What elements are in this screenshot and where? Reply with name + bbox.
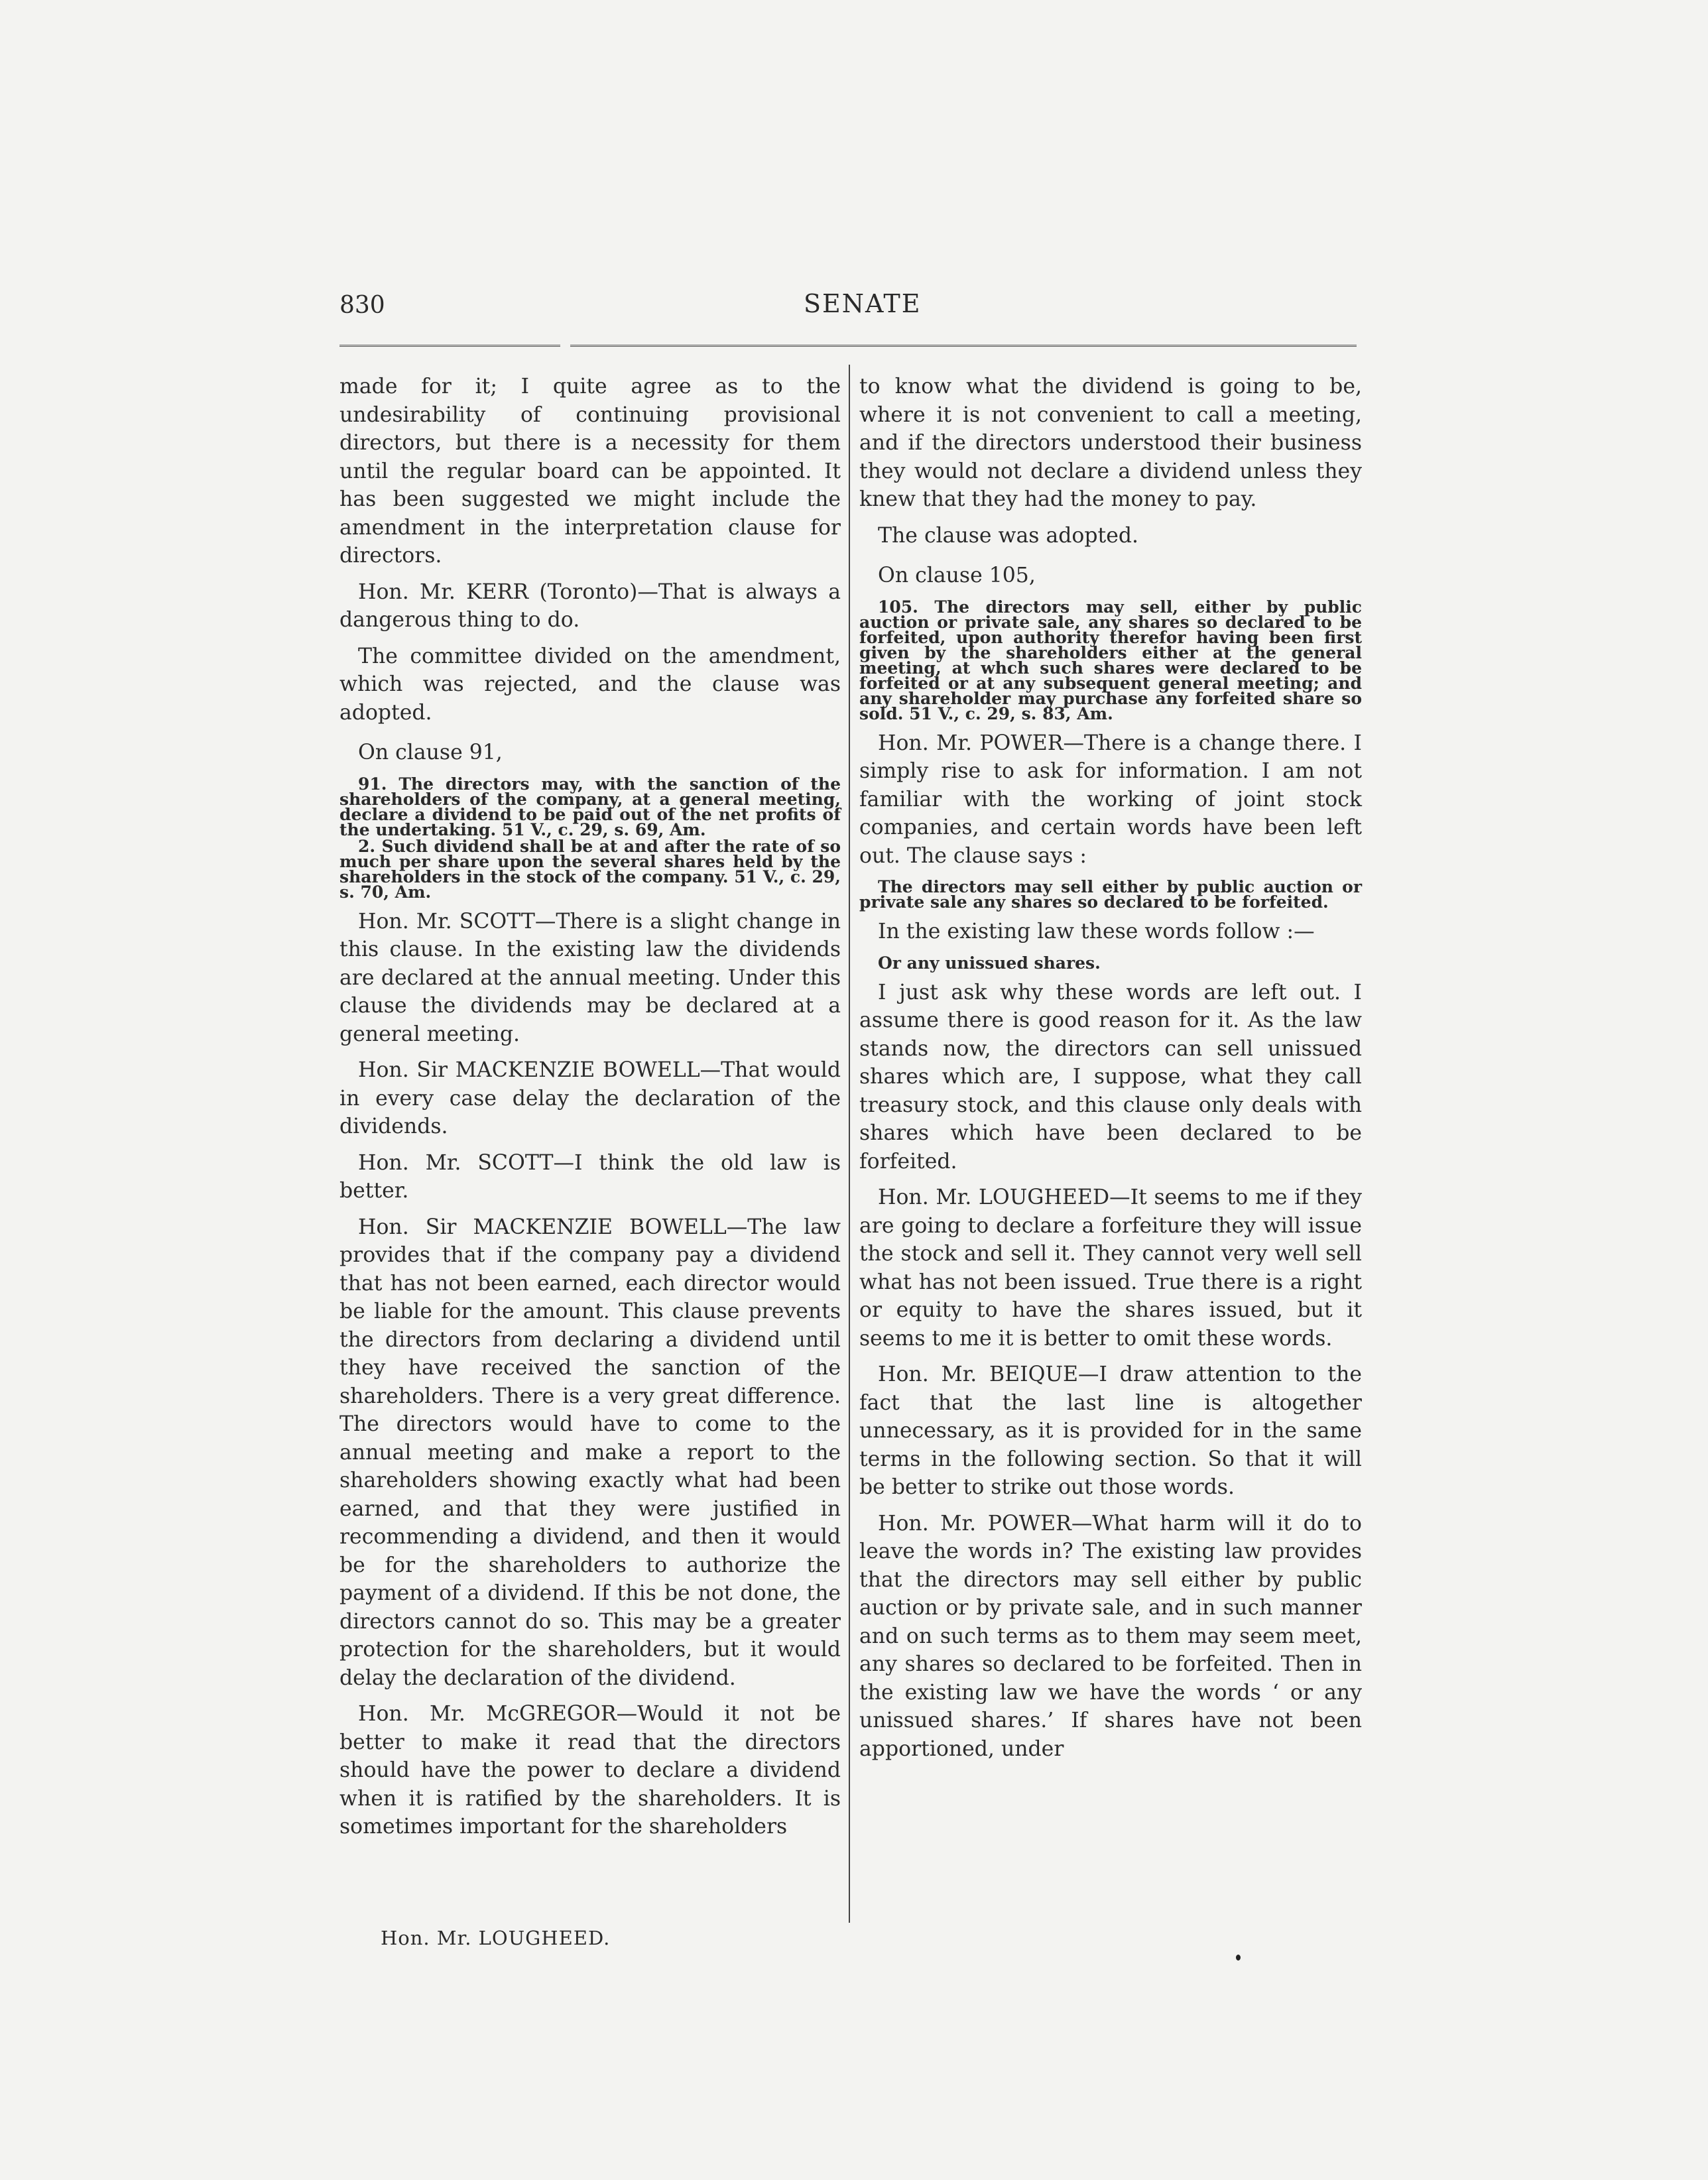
- page-number: 830: [339, 292, 385, 319]
- column-divider: [849, 365, 850, 1923]
- paragraph: Hon. Mr. POWER—There is a change there. I simply rise to ask for information. I am not familiar with the working of joint stock companies, and certain words have been left out. The clause says :: [859, 731, 1362, 868]
- paragraph: Hon. Sir MACKENZIE BOWELL—The law provides that if the company pay a dividend that has not been earned, each director would be liable for the amount. This clause prevents the directors from declaring a dividend until they have received the sanction of the shareholders. There is a very great difference. The directors would have to come to the annual meeting and make a report to the shareholders showing exactly what had been earned, and that they were justified in recommending a dividend, and then it would be for the shareholders to authorize the payment of a dividend. If this be not done, the directors cannot do so. This may be a greater protection for the shareholders, but it would delay the declaration of the dividend.: [339, 1215, 841, 1690]
- paragraph: Hon. Mr. McGREGOR—Would it not be better to make it read that the directors should have the power to declare a dividend when it is ratified by the shareholders. It is sometimes important for the shareholders: [339, 1702, 841, 1839]
- paragraph: The clause was adopted.: [878, 523, 1139, 548]
- clause-heading: On clause 105,: [878, 564, 1036, 587]
- page-title: SENATE: [804, 289, 922, 318]
- paragraph: Hon. Mr. POWER—What harm will it do to leave the words in? The existing law provides that the directors may sell either by public auction or by private sale, and in such manner and on such terms as to them may seem meet, any shares so declared to be forfeited. Then in the existing law we have the words ‘ or any unissued shares.’ If shares have not been apportioned, under: [859, 1511, 1362, 1761]
- statute-quote: Or any unissued shares.: [878, 953, 1101, 973]
- statute-quote: 2. Such dividend shall be at and after the rate of so much per share upon the several shares held by the shareholders in the stock of the company. 51 V., c. 29, s. 70, Am.: [339, 836, 841, 902]
- paragraph: In the existing law these words follow :—: [878, 920, 1315, 943]
- clause-heading: On clause 91,: [358, 741, 503, 764]
- ink-speck: [1236, 1955, 1241, 1961]
- statute-quote: The directors may sell either by public auction or private sale any shares so declared to be forfeited.: [859, 877, 1362, 912]
- left-column: [339, 373, 841, 1841]
- statute-quote: 91. The directors may, with the sanction of the shareholders of the company, at a general meeting, declare a dividend to be paid out of the net profits of the undertaking. 51 V., c. 29, s. 69, Am.: [339, 774, 841, 839]
- paragraph: Hon. Mr. LOUGHEED—It seems to me if they are going to declare a forfeiture they will issue the stock and sell it. They cannot very well sell what has not been issued. True there is a right or equity to have the shares issued, but it seems to me it is better to omit these words.: [859, 1185, 1362, 1351]
- paragraph: Hon. Sir MACKENZIE BOWELL—That would in every case delay the declaration of the dividends.: [339, 1058, 841, 1138]
- paragraph: Hon. Mr. SCOTT—I think the old law is better.: [339, 1150, 841, 1203]
- right-column: [859, 373, 1362, 1763]
- footer-speaker-note: Hon. Mr. LOUGHEED.: [381, 1927, 611, 1949]
- header-rule-right: [570, 345, 1357, 349]
- header-rule-left: [339, 345, 560, 349]
- paragraph: I just ask why these words are left out. I assume there is good reason for it. As the law stands now, the directors can sell unissued shares which are, I suppose, what they call treasury stock, and this clause only deals with shares which have been declared to be forfeited.: [859, 980, 1362, 1174]
- paragraph: Hon. Mr. SCOTT—There is a slight change in this clause. In the existing law the dividends are declared at the annual meeting. Under this clause the dividends may be declared at a general meeting.: [339, 909, 841, 1046]
- paragraph: Hon. Mr. KERR (Toronto)—That is always a dangerous thing to do.: [339, 579, 841, 632]
- statute-quote: 105. The directors may sell, either by public auction or private sale, any shares so declared to be forfeited, upon authority therefor having been first given by the shareholders either at the general meeting, at whch such shares were declared to be forfeited or at any subsequent general meeting; and any shareholder may purchase any forfeited share so sold. 51 V., c. 29, s. 83, Am.: [859, 597, 1362, 723]
- paragraph: to know what the dividend is going to be, where it is not convenient to call a meeting, and if the directors understood their business they would not declare a dividend unless they knew that they had the money to pay.: [859, 375, 1362, 511]
- paragraph: made for it; I quite agree as to the undesirability of continuing provisional directors, but there is a necessity for them until the regular board can be appointed. It has been suggested we might include the amendment in the interpretation clause for directors.: [339, 375, 841, 568]
- paragraph: Hon. Mr. BEIQUE—I draw attention to the fact that the last line is altogether unnecessary, as it is provided for in the same terms in the following section. So that it will be better to strike out those words.: [859, 1362, 1362, 1499]
- paragraph: The committee divided on the amendment, which was rejected, and the clause was adopted.: [339, 644, 841, 725]
